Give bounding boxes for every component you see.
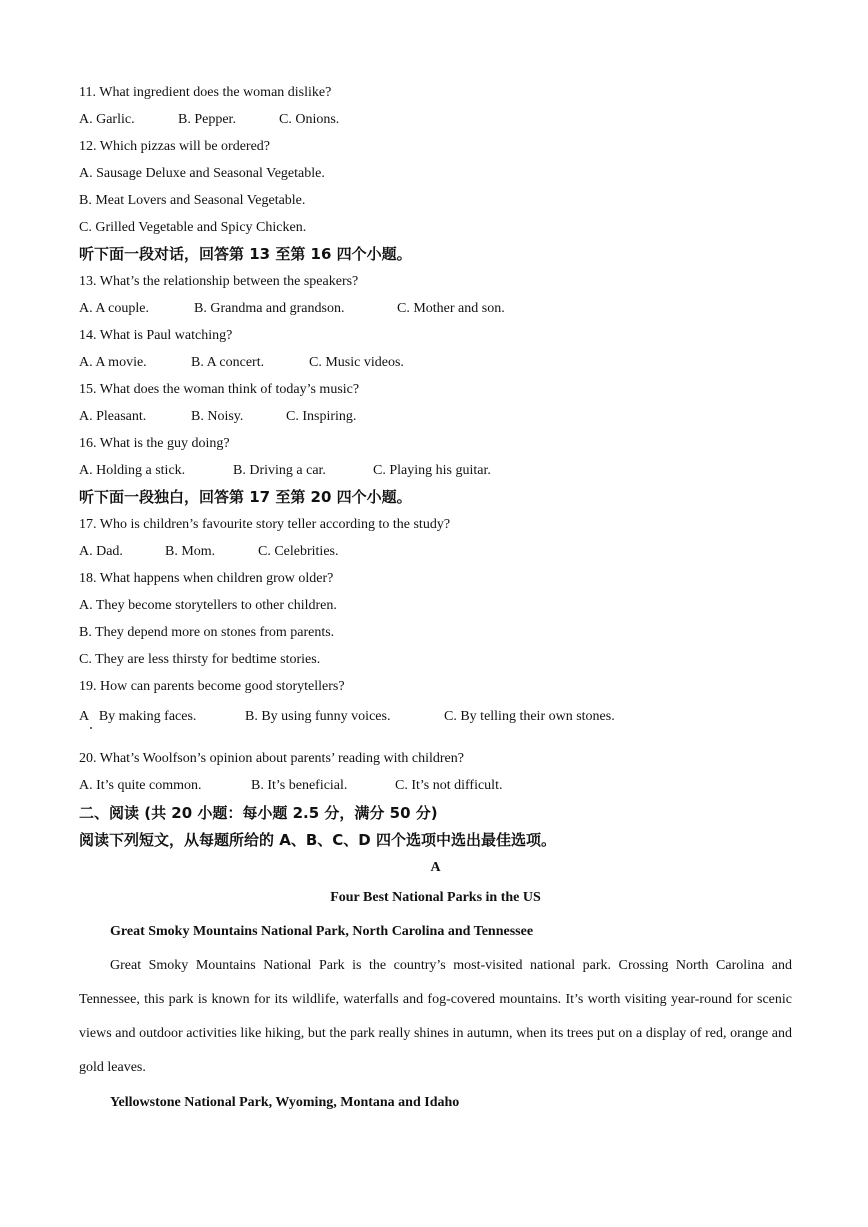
park-2-heading: Yellowstone National Park, Wyoming, Montana and Idaho [110, 1095, 460, 1110]
question-16-options [79, 462, 491, 480]
question-17-options [79, 543, 339, 561]
question-11: 11. What ingredient does the woman dislike? [79, 85, 332, 100]
question-20: 20. What’s Woolfson’s opinion about parents’ reading with children? [79, 751, 464, 766]
option-b: B. Grandma and grandson. [194, 301, 345, 316]
option-c: C. It’s not difficult. [395, 778, 503, 793]
option-a: A. It’s quite common. [79, 778, 202, 793]
question-16: 16. What is the guy doing? [79, 436, 230, 451]
option-b: B. A concert. [191, 355, 265, 370]
section-heading-17-20: 听下面一段独白，回答第 17 至第 20 四个小题。 [79, 488, 412, 506]
option-c: C. Inspiring. [286, 409, 357, 424]
stray-dot-mark [90, 727, 92, 729]
park-1-heading: Great Smoky Mountains National Park, North Carolina and Tennessee [110, 924, 534, 939]
question-12-option-b: B. Meat Lovers and Seasonal Vegetable. [79, 193, 306, 208]
option-c: C. By telling their own stones. [444, 709, 615, 724]
option-c: C. Onions. [279, 112, 340, 127]
option-c: C. Mother and son. [397, 301, 505, 316]
option-b: B. Noisy. [191, 409, 244, 424]
option-b: B. Mom. [165, 544, 216, 559]
question-12-option-c: C. Grilled Vegetable and Spicy Chicken. [79, 220, 307, 235]
section-heading-13-16: 听下面一段对话，回答第 13 至第 16 四个小题。 [79, 245, 412, 263]
question-13: 13. What’s the relationship between the speakers? [79, 274, 359, 289]
question-18-option-a: A. They become storytellers to other children. [79, 598, 337, 613]
reading-section-heading: 二、阅读 (共 20 小题：每小题 2.5 分，满分 50 分) [79, 804, 438, 822]
question-18-option-b: B. They depend more on stones from parents. [79, 625, 335, 640]
question-20-options [79, 777, 502, 795]
option-b: B. It’s beneficial. [251, 778, 348, 793]
question-15: 15. What does the woman think of today’s music? [79, 382, 360, 397]
passage-letter: A [430, 860, 441, 875]
option-b: B. Driving a car. [233, 463, 326, 478]
option-a: A. A movie. [79, 355, 147, 370]
question-17: 17. Who is children’s favourite story teller according to the study? [79, 517, 451, 532]
option-a: A. Holding a stick. [79, 463, 186, 478]
option-b: B. By using funny voices. [245, 709, 391, 724]
option-c: C. Music videos. [309, 355, 404, 370]
question-19: 19. How can parents become good storytellers? [79, 679, 345, 694]
passage-title: Four Best National Parks in the US [330, 890, 541, 905]
option-b: B. Pepper. [178, 112, 236, 127]
option-a: A. Garlic. [79, 112, 135, 127]
option-a: A. Pleasant. [79, 409, 147, 424]
question-12-option-a: A. Sausage Deluxe and Seasonal Vegetable. [79, 166, 325, 181]
question-15-options [79, 408, 356, 426]
question-18: 18. What happens when children grow older? [79, 571, 334, 586]
option-c: C. Celebrities. [258, 544, 339, 559]
question-14: 14. What is Paul watching? [79, 328, 233, 343]
reading-instruction: 阅读下列短文，从每题所给的 A、B、C、D 四个选项中选出最佳选项。 [79, 831, 556, 849]
question-11-options [79, 111, 339, 129]
question-13-options [79, 300, 505, 318]
option-c: C. Playing his guitar. [373, 463, 491, 478]
question-12: 12. Which pizzas will be ordered? [79, 139, 271, 154]
option-a: A By making faces. [79, 709, 197, 724]
question-14-options [79, 354, 404, 372]
question-18-option-c: C. They are less thirsty for bedtime stories. [79, 652, 321, 667]
question-19-options [79, 708, 615, 726]
option-a: A. Dad. [79, 544, 123, 559]
park-1-paragraph: Great Smoky Mountains National Park is the country’s most-visited national park. Crossing North Carolina and Tennessee, this park is known for its wildlife, waterfalls and fog-covered mountains. It’s worth visiting year-round for scenic views and outdoor activities like hiking, but the park really shines in autumn, when its trees put on a display of red, orange and gold leaves. [79, 958, 792, 1075]
option-a: A. A couple. [79, 301, 149, 316]
